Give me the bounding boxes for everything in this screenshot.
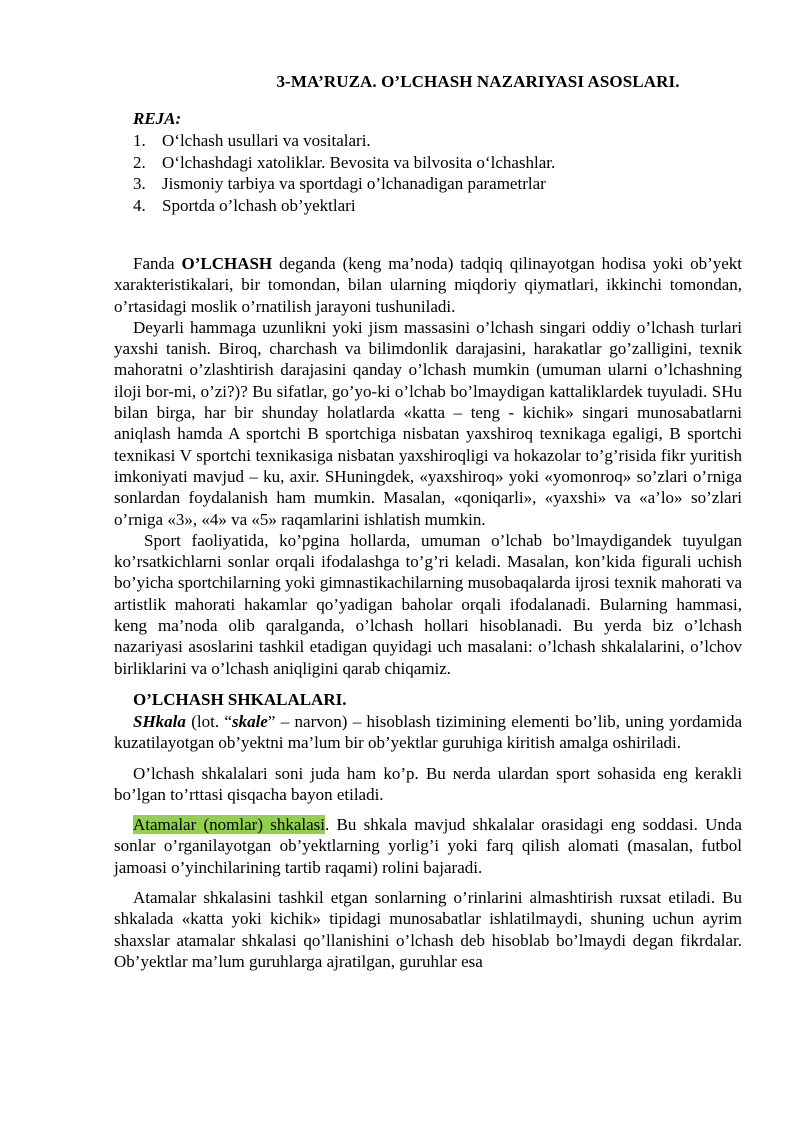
- list-item-text: Sportda o’lchash ob’yektlari: [162, 195, 356, 215]
- list-item-number: 1.: [133, 131, 146, 150]
- document-page: [114, 72, 742, 972]
- highlighted-term-nominal-scale: Atamalar (nomlar) shkalasi: [133, 815, 326, 835]
- paragraph-measurement-definition: [114, 253, 742, 317]
- paragraph-text: (lot. “: [185, 711, 232, 731]
- list-item-number: 2.: [133, 152, 146, 172]
- paragraph-nominal-scale-details: Atamalar shkalasini tashkil etgan sonlarning o’rinlarini almashtirish ruxsat etiladi. Bu shkalada «katta yoki kichik» tipidagi munosabatlar ishlatilmaydi, shuning uchun ayrim shaxslar atamalar shkalasi qo’llanishini o’lchash deb hisoblab bo’lmaydi degan fikrdalar. Ob’yektlar ma’lum guruhlarga ajratilgan, guruhlar esa: [114, 888, 742, 971]
- list-item: [133, 152, 742, 174]
- paragraph-sport-activity: Sport faoliyatida, ko’pgina hollarda, umuman o’lchab bo’lmaydigandek tuyulgan ko’rsatkichlarni sonlar orqali ifodalashga to’g’ri keladi. Masalan, kon’kida figurali uchish bo’yicha sportchilarning yoki gimnastikachilarning musobaqalarda ijrosi texnik mahorati va artistlik mahorati hakamlar qo’yadigan baholar orqali ifodalanadi. Bularning hammasi, keng ma’noda olib qaralganda, o’lchash hollari hisoblanadi. Bu yerda biz o’lchash nazariyasi asoslarini tashkil etadigan quyidagi uch masalani: o’lchash shkalalarini, o’lchov birliklarini va o’lchash aniqligini qarab chiqamiz.: [114, 530, 742, 678]
- term-scale: SHkala: [133, 711, 186, 731]
- paragraph-text: deganda (keng ma’noda) tadqiq qilinayotgan hodisa yoki ob’yekt xarakteristikalari, bir tomondan, bilan ularning miqdoriy qiymatlari, ikkinchi tomondan, o’rtasidagi moslik o’rnatilish jarayoni tushuniladi.: [114, 254, 742, 316]
- term-skale: skale: [231, 711, 268, 731]
- list-item: [133, 130, 742, 152]
- paragraph-text: Fanda: [133, 254, 182, 273]
- list-item: [133, 195, 742, 217]
- plan-list: [133, 130, 742, 216]
- list-item-text: O‘lchash usullari va vositalari.: [162, 131, 371, 150]
- list-item-number: 4.: [133, 195, 146, 215]
- lecture-title: 3-MA’RUZA. O’LCHASH NAZARIYASI ASOSLARI.: [276, 72, 680, 91]
- section-heading-scales: O’LCHASH SHKALALARI.: [133, 689, 347, 709]
- plan-heading: REJA:: [133, 109, 182, 128]
- list-item-text: Jismoniy tarbiya va sportdagi o’lchanadigan parametrlar: [162, 174, 546, 193]
- paragraph-scale-definition: [114, 711, 742, 754]
- term-measurement: O’LCHASH: [181, 254, 273, 273]
- list-item-number: 3.: [133, 174, 146, 193]
- list-item-text: O‘lchashdagi xatoliklar. Bevosita va bilvosita o‘lchashlar.: [162, 152, 556, 172]
- paragraph-text: . Bu shkala mavjud shkalalar orasidagi eng soddasi. Unda sonlar o’rganilayotgan ob’yektlarning yorlig’i yoki farq qilish alomati (masalan, futbol jamoasi o’yinchilarining tartib raqami) rolini bajaradi.: [114, 815, 742, 877]
- paragraph-text: ” – narvon) – hisoblash tizimining elementi bo’lib, uning yordamida kuzatilayotgan ob’yektni ma’lum bir ob’yektlar guruhiga kiritish amalga oshiriladi.: [114, 711, 743, 753]
- list-item: [133, 173, 742, 195]
- paragraph-nominal-scale: [114, 814, 742, 878]
- paragraph-measurement-examples: Deyarli hammaga uzunlikni yoki jism massasini o’lchash singari oddiy o’lchash turlari yaxshi tanish. Biroq, charchash va bilimdonlik darajasini, harakatlar go’zalligini, texnik mahoratni o’zlashtirish darajasini qanday o’lchash mumkin (umuman ularni o’lchashning iloji bor-mi, o’zi?)? Bu sifatlar, go’yo-ki o’lchab bo’lmaydigan kattaliklardek tuyuladi. SHu bilan birga, har bir shunday holatlarda «katta – teng - kichik» singari munosabatlarni aniqlash hamda A sportchi B sportchiga nisbatan yaxshiroq texnikaga egaligi, B sportchi texnikasi V sportchi texnikasiga nisbatan yaxshiroqligi va hokazolar to’g’risida fikr yuritish imkoniyati mavjud – ku, axir. SHuningdek, «yaxshiroq» yoki «yomonroq» so’zlari o’rniga sonlardan foydalanish ham mumkin. Masalan, «qoniqarli», «yaxshi» va «a’lo» so’zlari o’rniga «3», «4» va «5» raqamlarini ishlatish mumkin.: [114, 317, 742, 529]
- paragraph-scale-count: O’lchash shkalalari soni juda ham ko’p. Bu ɴerda ulardan sport sohasida eng kerakli bo’lgan to’rttasi qisqacha bayon etiladi.: [114, 763, 742, 804]
